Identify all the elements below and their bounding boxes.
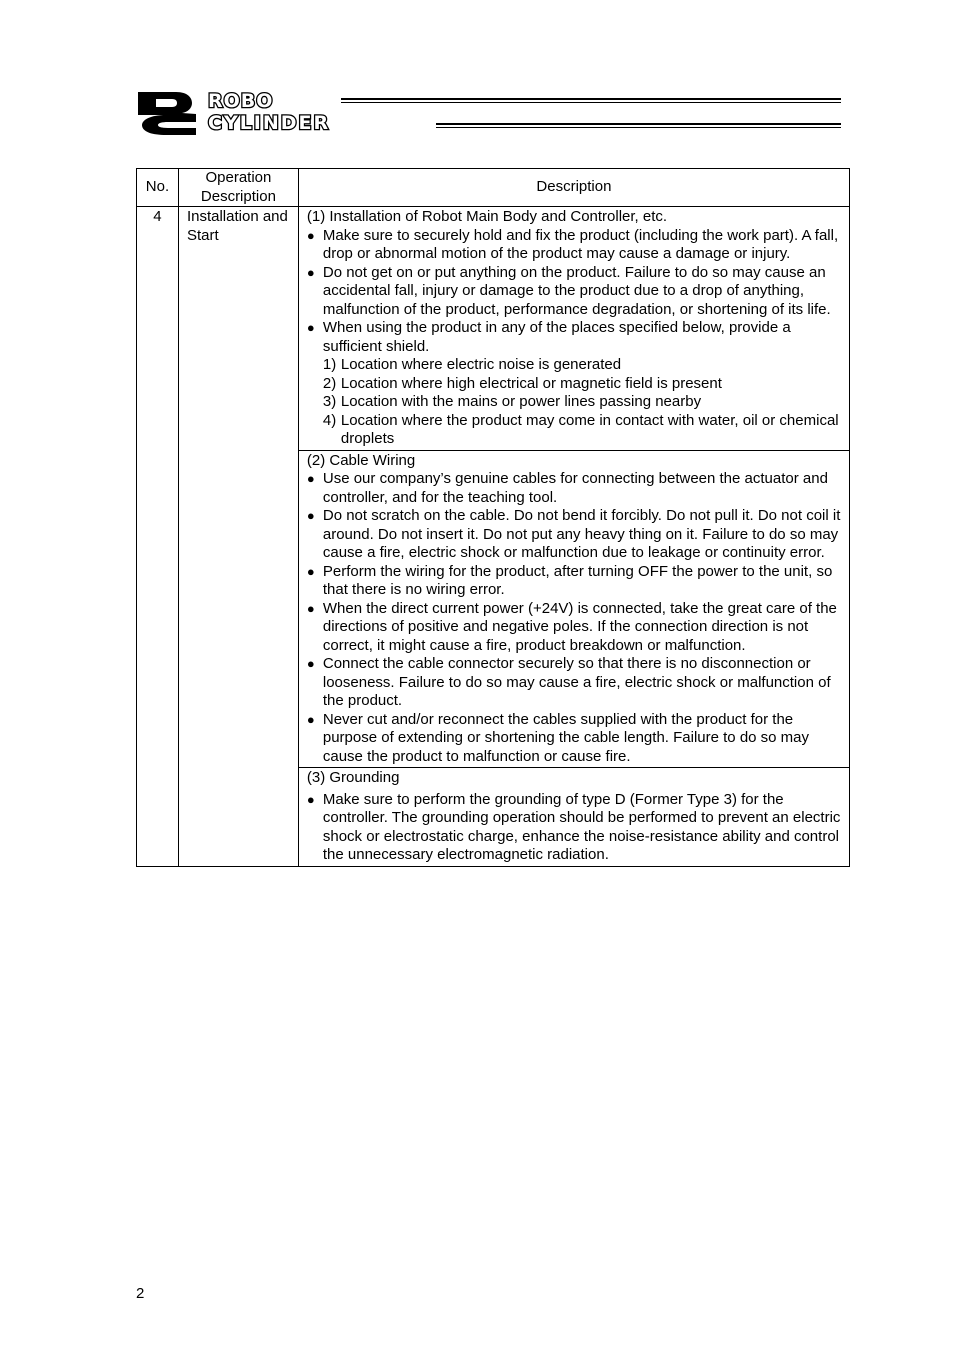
row-number: 4 xyxy=(137,207,179,867)
section-title: (3) Grounding xyxy=(306,769,400,786)
logo-wordmark xyxy=(208,91,330,133)
header-rule-top xyxy=(341,98,841,103)
location-item xyxy=(307,393,843,412)
location-item xyxy=(307,412,843,449)
section-title: (1) Installation of Robot Main Body and Controller, etc. xyxy=(306,208,668,225)
location-text: Location where high electrical or magnetic field is present xyxy=(340,374,722,392)
logo-line-robo: ROBO xyxy=(208,90,274,112)
robo-cylinder-logo xyxy=(136,90,841,136)
page-number: 2 xyxy=(136,1285,145,1302)
list-item: ● Never cut and/or reconnect the cables supplied with the product for the purpose of extending or shortening the cable length. Failure to do so may cause the product to malfunction or cause fire. xyxy=(307,711,843,767)
list-item: ● When the direct current power (+24V) is connected, take the great care of the directions of positive and negative poles. If the connection direction is not correct, it might cause a fire, product breakdown or malfunction. xyxy=(307,600,843,656)
operation-name: Installation and Start xyxy=(178,207,298,867)
header-no: No. xyxy=(137,169,179,207)
table-header-row xyxy=(137,169,850,207)
list-item: ● Make sure to securely hold and fix the product (including the work part). A fall, drop or abnormal motion of the product may cause a damage or injury. xyxy=(307,227,843,264)
list-item: ● Do not get on or put anything on the product. Failure to do so may cause an accidental fall, injury or damage to the product due to a drop of anything, malfunction of the product, performance degradation, or shortening of its life. xyxy=(307,264,843,320)
location-number: 3) xyxy=(322,393,337,410)
section-grounding xyxy=(298,768,849,867)
location-item xyxy=(307,375,843,394)
section-title: (2) Cable Wiring xyxy=(306,451,416,469)
location-number: 4) xyxy=(322,411,337,429)
header-operation: Operation Description xyxy=(178,169,298,207)
operation-table xyxy=(136,168,850,867)
logo-line-cylinder: CYLINDER xyxy=(208,112,331,134)
table-row xyxy=(137,207,850,451)
section-cable-wiring xyxy=(298,450,849,768)
location-item xyxy=(307,356,843,375)
location-text: Location where the product may come in contact with water, oil or chemical droplets xyxy=(340,411,839,447)
header-description: Description xyxy=(298,169,849,207)
list-item: ● When using the product in any of the places specified below, provide a sufficient shield. xyxy=(307,319,843,356)
location-number: 2) xyxy=(322,374,337,392)
rc-logo-mark-icon xyxy=(136,90,202,136)
location-text: Location with the mains or power lines passing nearby xyxy=(340,393,702,410)
section-installation xyxy=(298,207,849,451)
list-item: ● Perform the wiring for the product, after turning OFF the power to the unit, so that there is no wiring error. xyxy=(307,563,843,600)
location-text: Location where electric noise is generated xyxy=(340,356,622,373)
header-rule-bottom xyxy=(436,123,841,128)
list-item: ● Use our company’s genuine cables for connecting between the actuator and controller, and for the teaching tool. xyxy=(307,470,843,507)
list-item: ● Connect the cable connector securely so that there is no disconnection or looseness. Failure to do so may cause a fire, electric shock or malfunction of the product. xyxy=(307,655,843,711)
list-item: ● Do not scratch on the cable. Do not bend it forcibly. Do not pull it. Do not coil it around. Do not insert it. Do not put any heavy thing on it. Failure to do so may cause a fire, electric shock or malfunction due to leakage or continuity error. xyxy=(307,507,843,563)
list-item: ● Make sure to perform the grounding of type D (Former Type 3) for the controller. The grounding operation should be performed to prevent an electric shock or electrostatic charge, enhance the noise-resistance ability and control the unnecessary electromagnetic radiation. xyxy=(307,791,843,865)
location-number: 1) xyxy=(322,356,337,373)
